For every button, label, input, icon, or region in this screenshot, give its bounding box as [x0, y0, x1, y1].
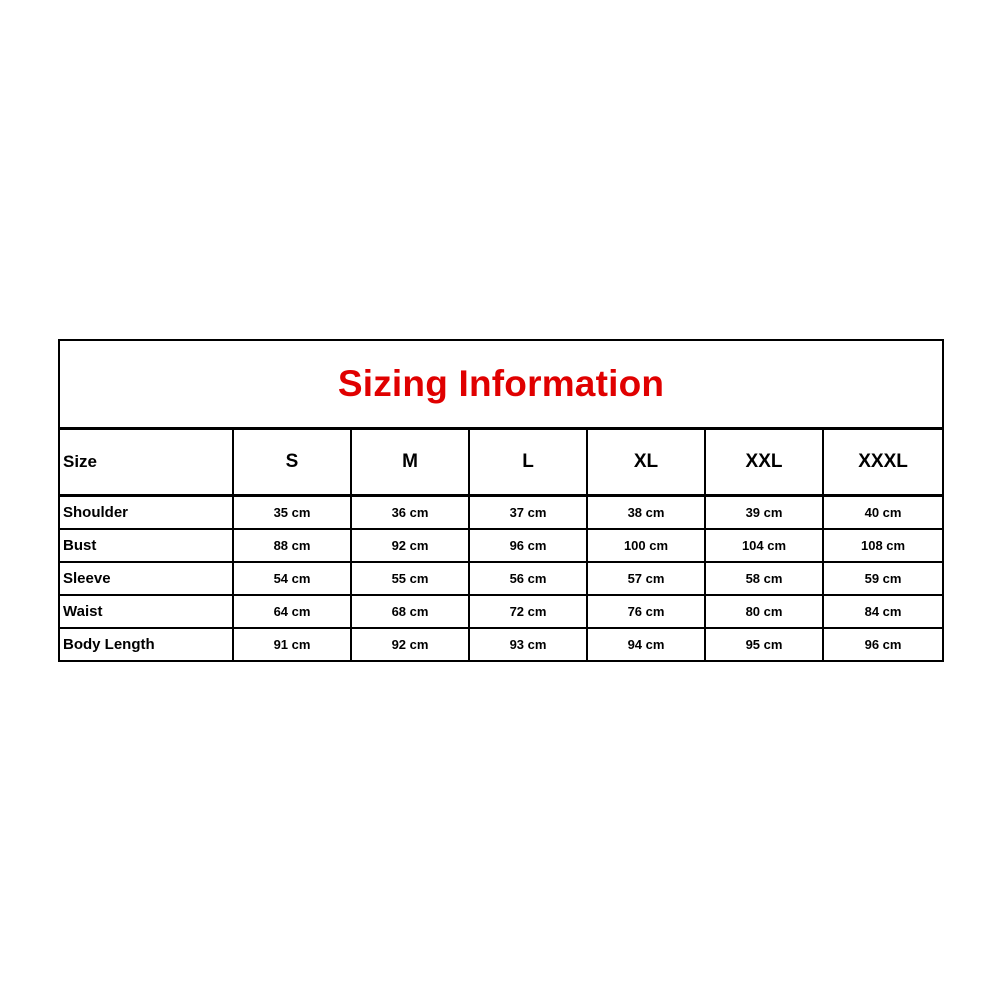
- size-header-cell: XXXL: [823, 429, 943, 496]
- measurement-row-waist: [59, 595, 943, 628]
- measurement-value: 39 cm: [705, 496, 823, 530]
- measurement-value: 36 cm: [351, 496, 469, 530]
- measurement-label: Waist: [59, 595, 233, 628]
- size-header-cell: XXL: [705, 429, 823, 496]
- measurement-value: 92 cm: [351, 628, 469, 661]
- size-chart-table: [58, 339, 944, 662]
- chart-title: Sizing Information: [59, 340, 943, 429]
- measurement-value: 104 cm: [705, 529, 823, 562]
- measurement-value: 100 cm: [587, 529, 705, 562]
- measurement-value: 76 cm: [587, 595, 705, 628]
- measurement-value: 96 cm: [469, 529, 587, 562]
- measurement-value: 38 cm: [587, 496, 705, 530]
- measurement-value: 37 cm: [469, 496, 587, 530]
- measurement-label: Sleeve: [59, 562, 233, 595]
- measurement-value: 64 cm: [233, 595, 351, 628]
- measurement-row-bust: [59, 529, 943, 562]
- size-header-label: Size: [59, 429, 233, 496]
- measurement-value: 108 cm: [823, 529, 943, 562]
- measurement-value: 92 cm: [351, 529, 469, 562]
- measurement-label: Shoulder: [59, 496, 233, 530]
- title-row: [59, 340, 943, 429]
- measurement-value: 59 cm: [823, 562, 943, 595]
- measurement-value: 84 cm: [823, 595, 943, 628]
- size-header-cell: L: [469, 429, 587, 496]
- measurement-value: 72 cm: [469, 595, 587, 628]
- size-header-row: [59, 429, 943, 496]
- measurement-value: 95 cm: [705, 628, 823, 661]
- measurement-value: 40 cm: [823, 496, 943, 530]
- measurement-label: Bust: [59, 529, 233, 562]
- measurement-value: 56 cm: [469, 562, 587, 595]
- measurement-value: 91 cm: [233, 628, 351, 661]
- measurement-row-body-length: [59, 628, 943, 661]
- measurement-row-shoulder: [59, 496, 943, 530]
- measurement-value: 55 cm: [351, 562, 469, 595]
- measurement-value: 68 cm: [351, 595, 469, 628]
- size-header-cell: S: [233, 429, 351, 496]
- measurement-value: 54 cm: [233, 562, 351, 595]
- measurement-value: 96 cm: [823, 628, 943, 661]
- measurement-value: 88 cm: [233, 529, 351, 562]
- measurement-value: 94 cm: [587, 628, 705, 661]
- size-header-cell: M: [351, 429, 469, 496]
- measurement-label: Body Length: [59, 628, 233, 661]
- measurement-value: 35 cm: [233, 496, 351, 530]
- size-header-cell: XL: [587, 429, 705, 496]
- measurement-value: 57 cm: [587, 562, 705, 595]
- measurement-row-sleeve: [59, 562, 943, 595]
- measurement-value: 58 cm: [705, 562, 823, 595]
- measurement-value: 80 cm: [705, 595, 823, 628]
- measurement-value: 93 cm: [469, 628, 587, 661]
